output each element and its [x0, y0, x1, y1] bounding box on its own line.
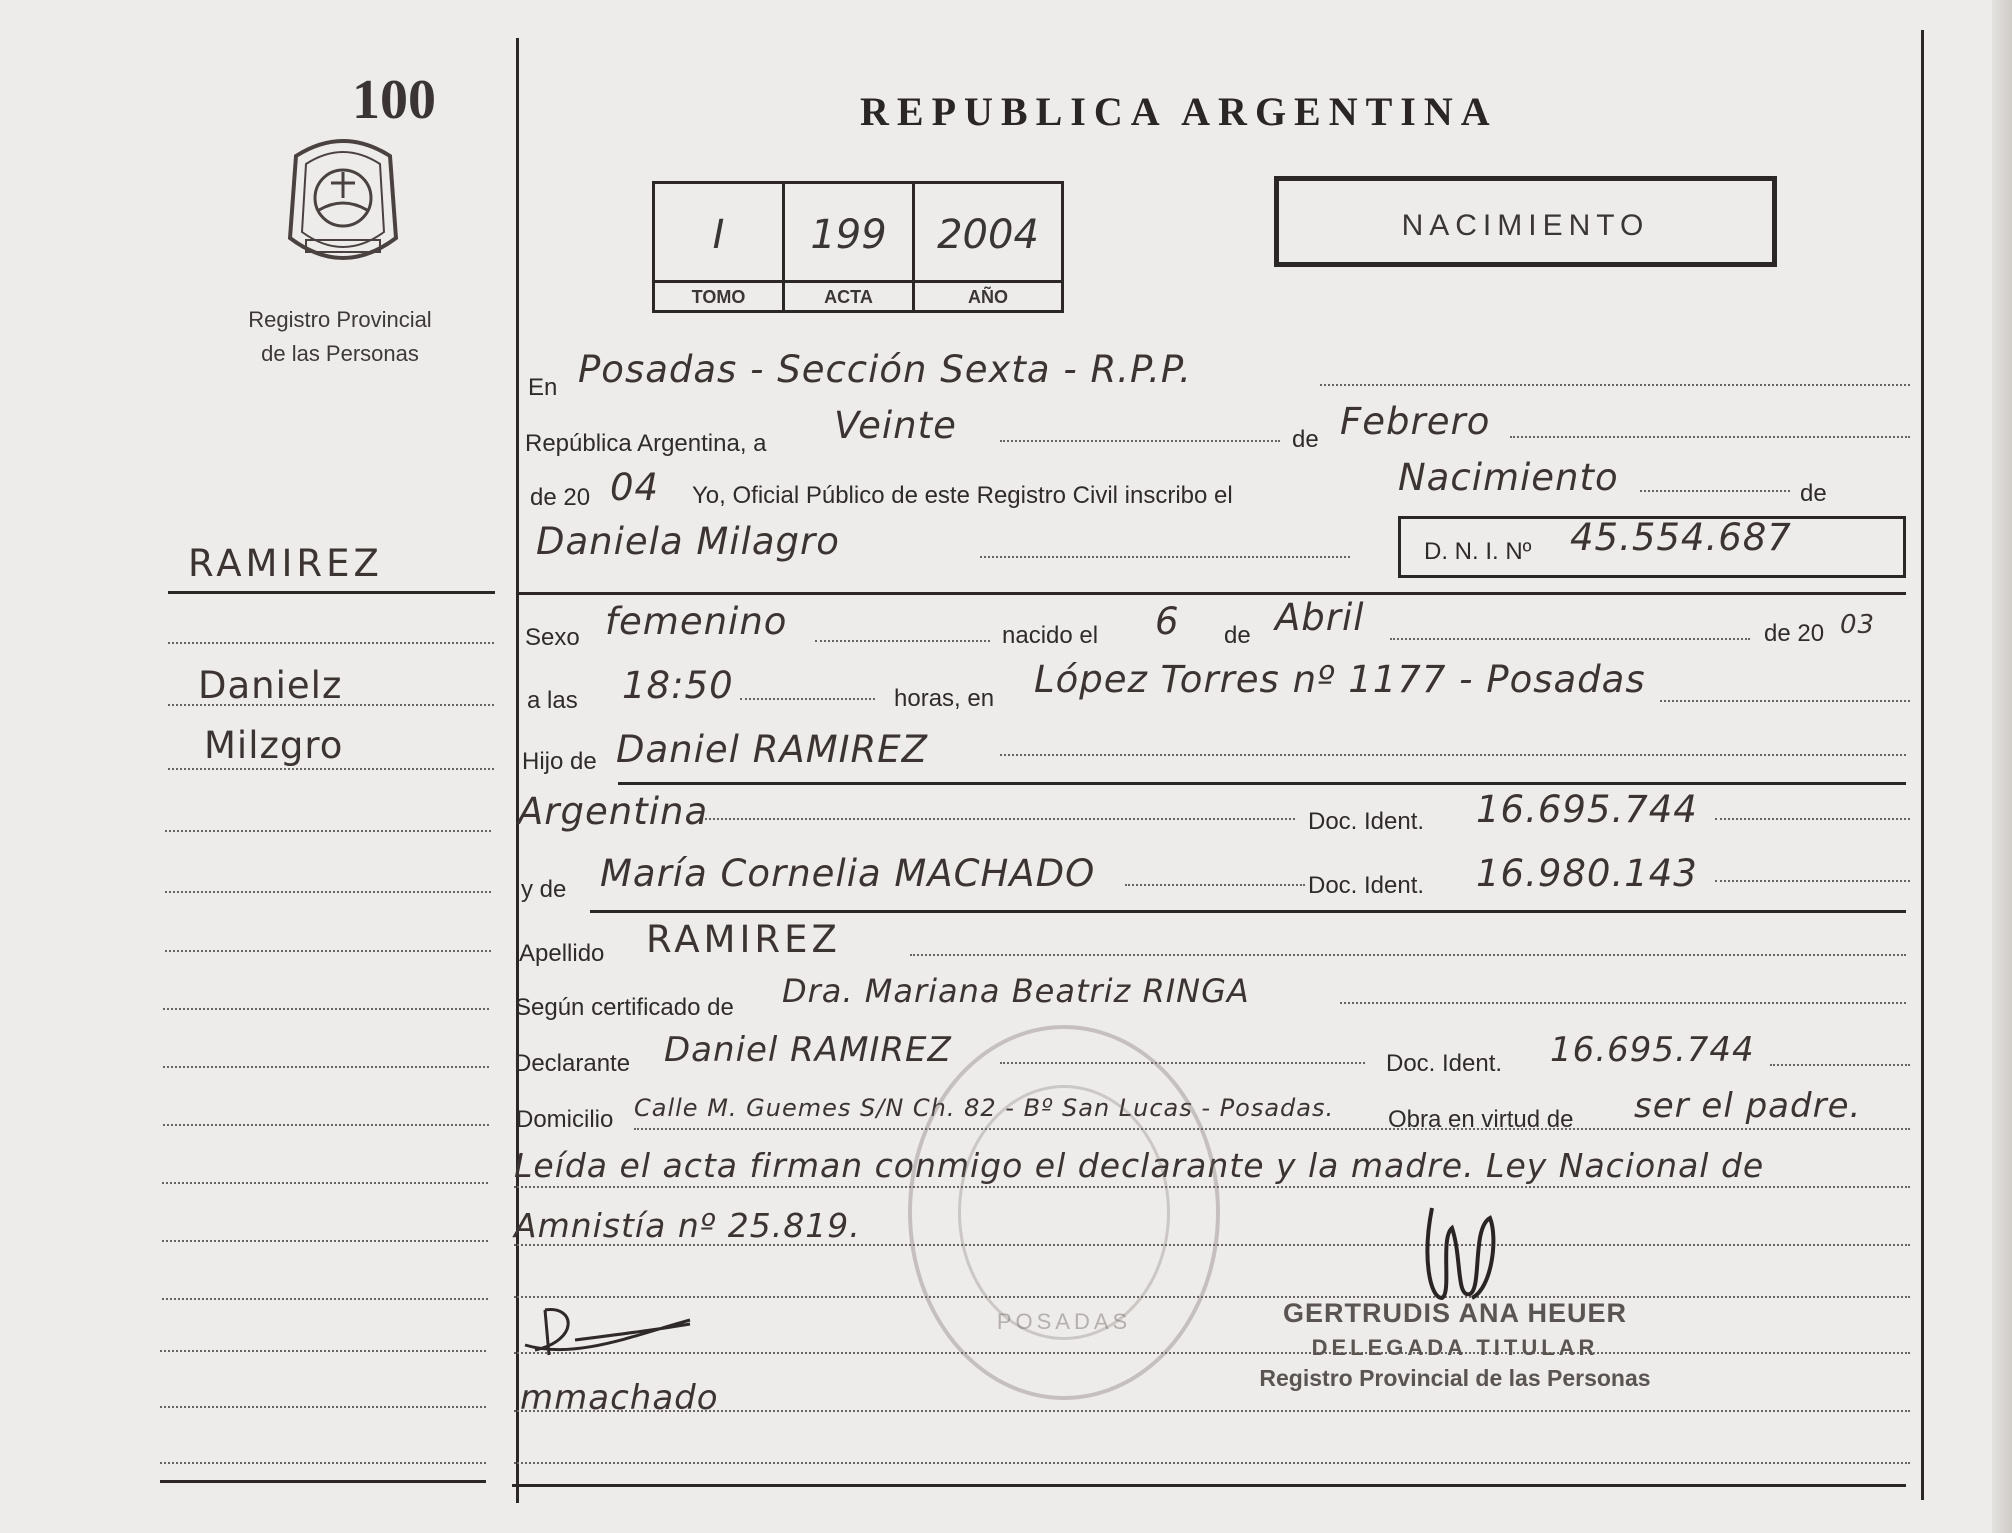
- lugar-value: López Torres nº 1177 - Posadas: [1034, 658, 1646, 701]
- margin-dotline: [163, 1124, 489, 1126]
- section-rule-1: [516, 592, 1906, 595]
- margin-given-2: Milzgro: [204, 724, 344, 767]
- madre-value: María Cornelia MACHADO: [600, 852, 1096, 895]
- margin-dotline: [168, 642, 494, 644]
- observaciones-line-2: Amnistía nº 25.819.: [514, 1206, 861, 1245]
- ano-label: AÑO: [915, 280, 1061, 308]
- nac-mes-dotline: [1390, 638, 1750, 640]
- de2-label: de: [1800, 480, 1827, 507]
- madre-doc: 16.980.143: [1476, 852, 1698, 895]
- observaciones-line-1: Leída el acta firman conmigo el declarante y la madre. Ley Nacional de: [514, 1146, 1765, 1185]
- margin-dotline: [165, 950, 491, 952]
- madre-doc-dotline: [1715, 880, 1910, 882]
- official-name-block: [1255, 1298, 1655, 1392]
- domicilio-value: Calle M. Guemes S/N Ch. 82 - Bº San Lucas - Posadas.: [634, 1094, 1335, 1122]
- declarante-value: Daniel RAMIREZ: [664, 1030, 952, 1070]
- registro-line-1: Registro Provincial: [248, 307, 432, 332]
- margin-dotline: [162, 1298, 488, 1300]
- doc-type-label: NACIMIENTO: [1401, 209, 1650, 242]
- margin-surname-rule: [168, 591, 495, 594]
- nombre-dotline: [980, 556, 1350, 558]
- obs-dotline-4: [514, 1352, 1910, 1354]
- margin-dotline: [165, 891, 491, 893]
- right-frame-rule: [1921, 30, 1924, 1500]
- obra-label: Obra en virtud de: [1388, 1106, 1574, 1133]
- padre-rule: [618, 782, 1906, 785]
- acta-cell: [785, 184, 915, 310]
- official-role: DELEGADA TITULAR: [1311, 1335, 1599, 1360]
- madre-rule: [590, 910, 1906, 913]
- hora-dotline: [740, 698, 875, 700]
- obs-dotline-6: [514, 1462, 1910, 1464]
- sexo-value: femenino: [605, 600, 788, 643]
- ano-value: 2004: [937, 212, 1039, 258]
- registro-line-2: de las Personas: [261, 341, 419, 366]
- horas-label: horas, en: [894, 685, 995, 712]
- nac-anio-prefix: de 20: [1764, 620, 1825, 647]
- declarante-doc-dotline: [1770, 1064, 1910, 1066]
- registry-table: [652, 181, 1064, 313]
- official-stamp: [908, 1025, 1220, 1400]
- dia-dotline: [1000, 440, 1280, 442]
- stamp-city: POSADAS: [996, 1309, 1132, 1334]
- margin-dotline: [162, 1240, 488, 1242]
- domicilio-label: Domicilio: [516, 1106, 614, 1133]
- declarante-label: Declarante: [514, 1050, 631, 1077]
- padre-dotline: [1000, 754, 1906, 756]
- declarante-doc: 16.695.744: [1550, 1030, 1755, 1070]
- de3-label: de: [1224, 622, 1251, 649]
- rep-label: República Argentina, a: [525, 430, 767, 457]
- acto-dotline: [1640, 490, 1790, 492]
- padre-doc-dotline: [1715, 818, 1910, 820]
- margin-surname: RAMIREZ: [188, 542, 383, 585]
- dni-label: D. N. I. Nº: [1424, 538, 1532, 565]
- dia-value: Veinte: [834, 404, 957, 447]
- nacido-label: nacido el: [1002, 622, 1099, 649]
- cert-dotline: [1340, 1002, 1906, 1004]
- anio-value: 04: [610, 466, 660, 509]
- folio-number: 100: [352, 69, 436, 131]
- alas-label: a las: [527, 687, 578, 714]
- obra-value: ser el padre.: [1634, 1086, 1862, 1126]
- tomo-label: TOMO: [655, 280, 782, 308]
- mes-dotline: [1510, 436, 1910, 438]
- apellido-value: RAMIREZ: [646, 918, 841, 961]
- margin-dotline: [165, 830, 491, 832]
- sexo-dotline: [815, 640, 990, 642]
- left-column-rule: [516, 38, 519, 1503]
- oficial-text: Yo, Oficial Público de este Registro Civil inscribo el: [692, 482, 1233, 509]
- page-edge: [1992, 0, 2012, 1533]
- en-label: En: [528, 374, 558, 401]
- acta-label: ACTA: [785, 280, 912, 308]
- en-dotline: [1320, 384, 1910, 386]
- margin-given-1: Danielz: [198, 664, 343, 707]
- margin-dotline: [163, 1066, 489, 1068]
- provincial-seal-icon: [276, 128, 410, 274]
- nac-anio: 03: [1840, 610, 1876, 640]
- nombre-value: Daniela Milagro: [536, 520, 840, 563]
- margin-dotline: [163, 1008, 489, 1010]
- padre-nac-dotline: [705, 818, 1295, 820]
- margin-dotline: [160, 1406, 486, 1408]
- official-name: GERTRUDIS ANA HEUER: [1282, 1298, 1627, 1328]
- official-signature: [1412, 1198, 1512, 1308]
- obs-dotline-3: [514, 1296, 1910, 1298]
- de-label: de: [1292, 426, 1319, 453]
- padre-doc-label: Doc. Ident.: [1308, 808, 1425, 835]
- nac-dia: 6: [1155, 600, 1180, 643]
- cert-value: Dra. Mariana Beatriz RINGA: [782, 972, 1250, 1010]
- nac-mes: Abril: [1275, 596, 1365, 639]
- cert-label: Según certificado de: [515, 994, 734, 1021]
- domicilio-dotline: [634, 1128, 1910, 1130]
- stamp-inner-ring: [958, 1085, 1170, 1340]
- yde-label: y de: [521, 876, 567, 903]
- registro-caption: [215, 303, 465, 371]
- madre-doc-label: Doc. Ident.: [1308, 872, 1425, 899]
- tomo-cell: [655, 184, 785, 310]
- lugar-dotline: [1660, 700, 1910, 702]
- margin-bottom-rule: [160, 1480, 486, 1483]
- ano-cell: [915, 184, 1061, 310]
- acto-value: Nacimiento: [1398, 456, 1619, 499]
- padre-value: Daniel RAMIREZ: [616, 728, 928, 771]
- tomo-value: I: [712, 212, 725, 258]
- form-bottom-rule: [512, 1484, 1906, 1487]
- margin-dotline: [162, 1182, 488, 1184]
- madre-signature: mmachado: [520, 1378, 719, 1418]
- official-org: Registro Provincial de las Personas: [1259, 1365, 1651, 1391]
- anio-prefix: de 20: [530, 484, 591, 511]
- mes-value: Febrero: [1340, 400, 1491, 443]
- hora-value: 18:50: [622, 664, 734, 707]
- madre-dotline: [1125, 884, 1305, 886]
- margin-dotline: [160, 1350, 486, 1352]
- margin-dotline: [160, 1462, 486, 1464]
- padre-doc: 16.695.744: [1476, 788, 1698, 831]
- apellido-label: Apellido: [519, 940, 605, 967]
- apellido-dotline: [910, 954, 1906, 956]
- declarante-signature: [515, 1300, 695, 1370]
- document-title: REPUBLICA ARGENTINA: [860, 89, 1498, 134]
- obs-dotline-5: [514, 1410, 1910, 1412]
- acta-value: 199: [810, 212, 887, 258]
- declarante-doc-label: Doc. Ident.: [1386, 1050, 1503, 1077]
- doc-type-box: [1274, 176, 1777, 267]
- en-value: Posadas - Sección Sexta - R.P.P.: [578, 348, 1192, 391]
- margin-dotline: [168, 704, 494, 706]
- dni-value: 45.554.687: [1570, 516, 1792, 559]
- padre-nacionalidad: Argentina: [518, 790, 709, 833]
- hijo-label: Hijo de: [522, 748, 597, 775]
- margin-dotline: [168, 768, 494, 770]
- sexo-label: Sexo: [525, 624, 580, 651]
